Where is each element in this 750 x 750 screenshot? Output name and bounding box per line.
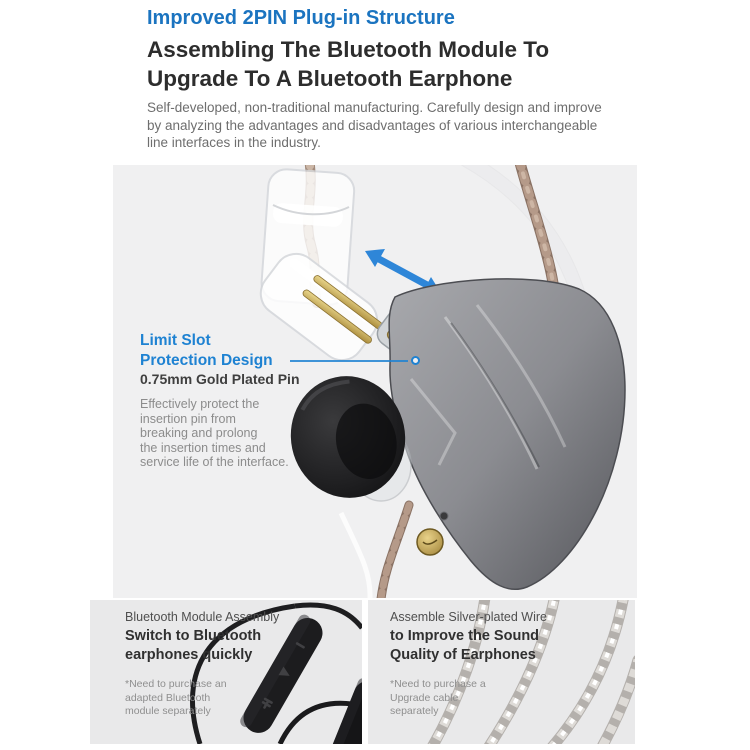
callout-body-line: the insertion times and — [140, 440, 266, 455]
feature-title — [125, 627, 279, 664]
page-title-line2: Upgrade To A Bluetooth Earphone — [147, 66, 513, 91]
callout-body-line: insertion pin from — [140, 411, 236, 426]
feature-title-line2: earphones quickly — [125, 646, 253, 663]
feature-note-line: separately — [390, 705, 439, 717]
screw-hole — [440, 512, 448, 520]
intro-line: by analyzing the advantages and disadvantages of various interchangeable — [147, 117, 598, 133]
callout-label — [140, 331, 273, 371]
feature-title-line2: Quality of Earphones — [390, 646, 536, 663]
feature-panel-bluetooth-module — [90, 600, 362, 744]
lower-cables — [341, 505, 409, 598]
feature-text — [390, 610, 547, 719]
hero-image — [113, 165, 637, 598]
feature-kicker: Bluetooth Module Assembly — [125, 610, 280, 624]
feature-title-line1: Switch to Bluetooth — [125, 628, 262, 644]
feature-note-line: Upgrade cable — [390, 691, 459, 704]
earphone-shell — [389, 279, 625, 589]
feature-note — [390, 678, 547, 719]
feature-text — [125, 610, 279, 719]
callout-body — [140, 397, 289, 470]
eyebrow-heading: Improved 2PIN Plug-in Structure — [147, 7, 455, 29]
callout-label-line2: Protection Design — [140, 352, 273, 369]
feature-kicker: Assemble Silver-plated Wire — [390, 610, 547, 624]
callout-label-line1: Limit Slot — [140, 332, 211, 349]
feature-note-line: *Need to purchase a — [390, 678, 486, 690]
intro-line: line interfaces in the industry. — [147, 135, 321, 150]
feature-title-line1: to Improve the Sound — [390, 628, 540, 644]
callout-leader-line — [290, 360, 408, 362]
page-title — [147, 35, 549, 93]
feature-title — [390, 627, 547, 664]
feature-note — [125, 678, 279, 719]
callout-marker-icon — [411, 356, 420, 365]
page-title-line1: Assembling The Bluetooth Module To — [147, 37, 550, 62]
feature-panel-silver-wire — [368, 600, 635, 744]
intro-line: Self-developed, non-traditional manufacturing. Carefully design and improve — [147, 100, 602, 115]
intro-paragraph — [147, 99, 602, 152]
callout-body-line: service life of the interface. — [140, 455, 289, 470]
callout-body-line: Effectively protect the — [140, 397, 260, 411]
callout-body-line: breaking and prolong — [140, 426, 258, 441]
feature-note-line: adapted Bluetooth — [125, 691, 211, 704]
callout-subtitle: 0.75mm Gold Plated Pin — [140, 371, 300, 387]
gold-emblem — [417, 529, 443, 555]
feature-note-line: module separately — [125, 705, 211, 717]
feature-note-line: *Need to purchase an — [125, 678, 227, 690]
